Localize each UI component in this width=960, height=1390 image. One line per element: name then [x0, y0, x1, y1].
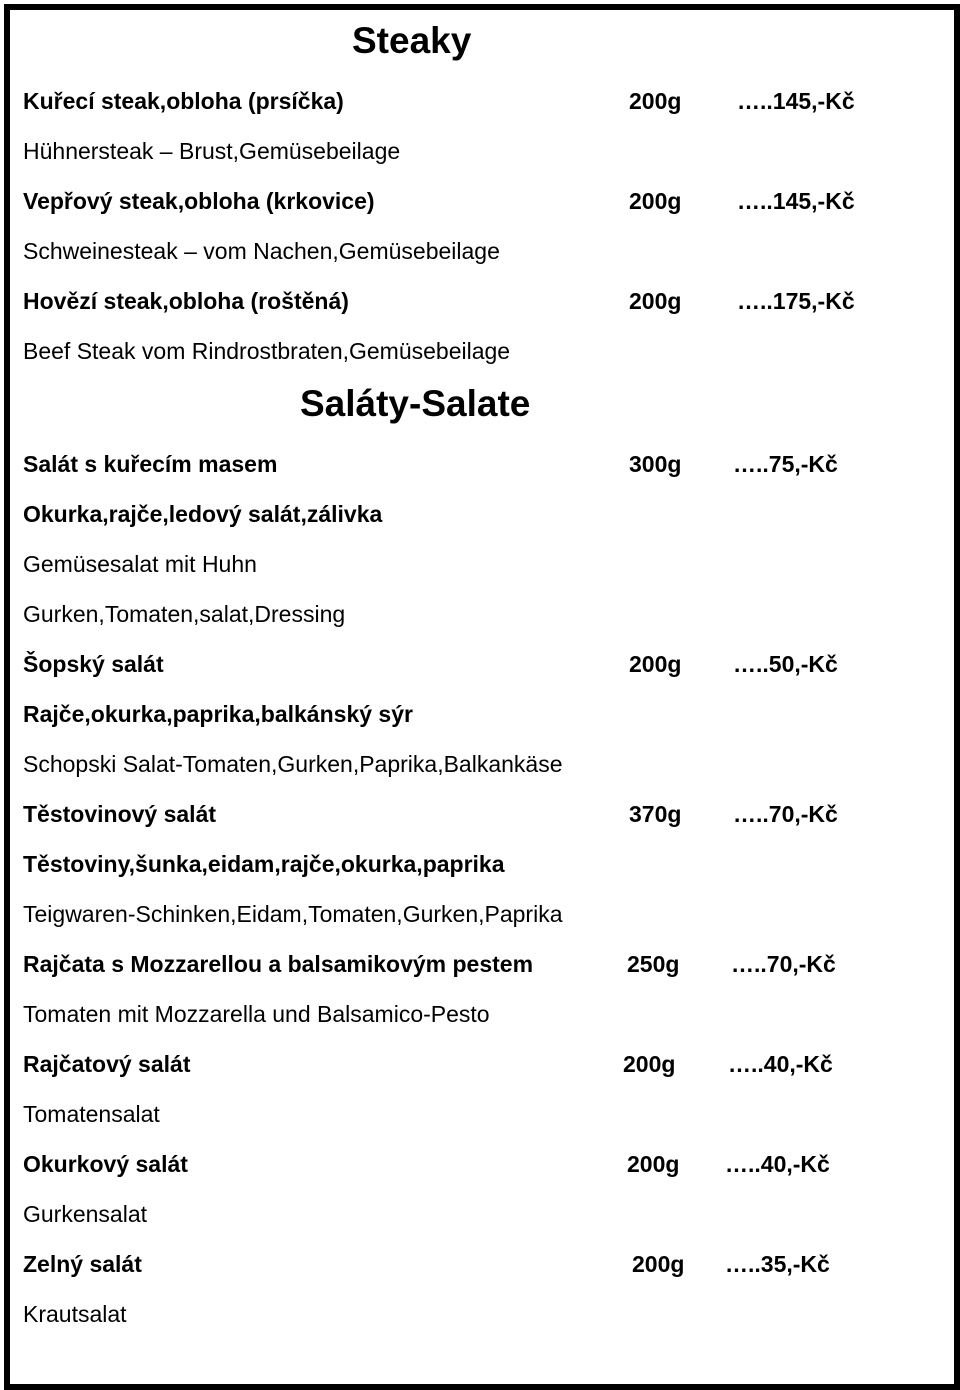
menu-item-description: Krautsalat — [23, 1301, 127, 1327]
menu-item-price: …..145,-Kč — [737, 88, 855, 114]
menu-item-price: …..35,-Kč — [725, 1251, 830, 1277]
menu-item-price: …..40,-Kč — [725, 1151, 830, 1177]
menu-item-price: …..145,-Kč — [737, 188, 855, 214]
section-title-salaty: Saláty-Salate — [300, 383, 531, 424]
section-title-steaky: Steaky — [352, 20, 472, 61]
menu-item-weight: 300g — [629, 451, 682, 477]
menu-item-ingredients: Rajče,okurka,paprika,balkánský sýr — [23, 701, 413, 727]
menu-item-description: Schweinesteak – vom Nachen,Gemüsebeilage — [23, 238, 500, 264]
menu-item-weight: 200g — [629, 88, 682, 114]
menu-item-price: …..40,-Kč — [728, 1051, 833, 1077]
menu-item-description: Teigwaren-Schinken,Eidam,Tomaten,Gurken,Paprika — [23, 901, 563, 927]
menu-item-name: Rajčata s Mozzarellou a balsamikovým pestem — [23, 951, 534, 977]
menu-item-price: …..75,-Kč — [733, 451, 838, 477]
menu-item-ingredients: Okurka,rajče,ledový salát,zálivka — [23, 501, 383, 527]
menu-item-name: Hovězí steak,obloha (roštěná) — [23, 288, 349, 314]
menu-item-description: Tomatensalat — [23, 1101, 160, 1127]
menu-item-name: Okurkový salát — [23, 1151, 188, 1177]
menu-item-price: …..70,-Kč — [731, 951, 836, 977]
menu-item-description: Schopski Salat-Tomaten,Gurken,Paprika,Balkankäse — [23, 751, 563, 777]
menu-item-weight: 200g — [627, 1151, 680, 1177]
menu-item-weight: 370g — [629, 801, 682, 827]
menu-item-ingredients: Těstoviny,šunka,eidam,rajče,okurka,paprika — [23, 851, 505, 877]
menu-item-weight: 200g — [632, 1251, 685, 1277]
menu-item-description: Gurken,Tomaten,salat,Dressing — [23, 601, 346, 627]
menu-item-description: Gurkensalat — [23, 1201, 148, 1227]
menu-item-description: Beef Steak vom Rindrostbraten,Gemüsebeilage — [23, 338, 511, 364]
menu-item-description: Tomaten mit Mozzarella und Balsamico-Pesto — [23, 1001, 490, 1027]
menu-item-weight: 200g — [623, 1051, 676, 1077]
menu-item-name: Rajčatový salát — [23, 1051, 191, 1077]
menu-item-weight: 200g — [629, 188, 682, 214]
menu-item-name: Těstovinový salát — [23, 801, 217, 827]
menu-item-price: …..175,-Kč — [737, 288, 855, 314]
menu-item-weight: 200g — [629, 288, 682, 314]
menu-item-name: Salát s kuřecím masem — [23, 451, 278, 477]
menu-item-name: Kuřecí steak,obloha (prsíčka) — [23, 88, 344, 114]
menu-item-weight: 250g — [627, 951, 680, 977]
menu-item-description: Hühnersteak – Brust,Gemüsebeilage — [23, 138, 401, 164]
menu-item-price: …..70,-Kč — [733, 801, 838, 827]
menu-item-description: Gemüsesalat mit Huhn — [23, 551, 257, 577]
menu-item-price: …..50,-Kč — [733, 651, 838, 677]
menu-item-name: Vepřový steak,obloha (krkovice) — [23, 188, 375, 214]
menu-item-name: Šopský salát — [23, 651, 164, 677]
menu-item-name: Zelný salát — [23, 1251, 142, 1277]
menu-item-weight: 200g — [629, 651, 682, 677]
